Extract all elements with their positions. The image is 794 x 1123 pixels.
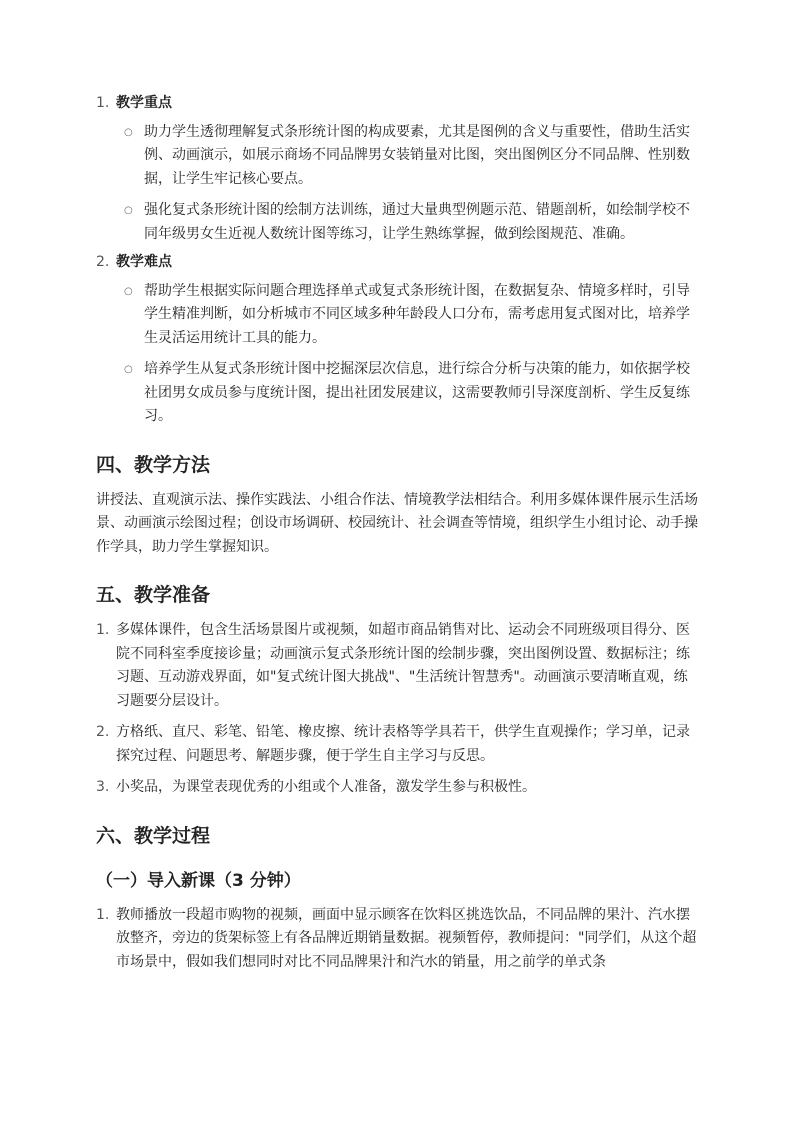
bullet-icon: ○ [124,205,133,216]
list-item [96,92,698,116]
bullet-icon: ○ [124,364,133,375]
list-item [96,776,698,800]
sub-list-item [96,280,698,351]
subsection-heading: （一）导入新课（3 分钟） [96,870,301,891]
list-number: 3. [96,779,110,795]
preparation-list [96,619,698,800]
list-number: 2. [96,254,110,270]
sub-list-text: 强化复式条形统计图的绘制方法训练，通过大量典型例题示范、错题剖析，如绘制学校不同年级男女生近视人数统计图等练习，让学生熟练掌握，做到绘图规范、准确。 [144,202,690,242]
list-item [96,904,698,975]
list-number: 1. [96,906,110,923]
sub-list-item [96,358,698,429]
sub-list-text: 帮助学生根据实际问题合理选择单式或复式条形统计图，在数据复杂、情境多样时，引导学生精准判断，如分析城市不同区域多种年龄段人口分布，需考虑用复式图对比，培养学生灵活运用统计工具的能力。 [144,282,690,346]
section-heading: 四、教学方法 [96,453,211,476]
section-heading: 五、教学准备 [96,584,211,606]
section-paragraph: 讲授法、直观演示法、操作实践法、小组合作法、情境教学法相结合。利用多媒体课件展示生活场景、动画演示绘图过程；创设市场调研、校园统计、社会调查等情境，组织学生小组讨论、动手操作学具，助力学生掌握知识。 [96,491,698,555]
list-item [96,721,698,768]
sub-list-item [96,121,698,192]
list-number: 2. [96,724,110,740]
bullet-icon: ○ [124,126,133,138]
section-heading: 六、教学过程 [96,824,211,847]
sub-list-item [96,199,698,246]
sub-list-text: 助力学生透彻理解复式条形统计图的构成要素，尤其是图例的含义与重要性，借助生活实例、动画演示，如展示商场不同品牌男女装销量对比图，突出图例区分不同品牌、性别数据，让学生牢记核心要点。 [144,123,690,187]
key-points-list [96,92,698,429]
bullet-icon: ○ [124,285,133,297]
list-text: 多媒体课件，包含生活场景图片或视频，如超市商品销售对比、运动会不同班级项目得分、医院不同科室季度接诊量；动画演示复式条形统计图的绘制步骤，突出图例设置、数据标注；练习题、互动游戏界面，如"复式统计图大挑战"、"生活统计智慧秀"。动画演示要清晰直观，练习题要分层设计。 [116,622,690,709]
list-title: 教学难点 [116,254,172,270]
list-item [96,619,698,713]
list-item [96,251,698,275]
sub-list-text: 培养学生从复式条形统计图中挖掘深层次信息，进行综合分析与决策的能力，如依据学校社团男女成员参与度统计图，提出社团发展建议，这需要教师引导深度剖析、学生反复练习。 [144,361,690,424]
list-number: 1. [96,95,110,111]
list-text: 小奖品，为课堂表现优秀的小组或个人准备，激发学生参与积极性。 [116,779,536,795]
list-number: 1. [96,622,110,638]
list-title: 教学重点 [116,95,172,111]
list-text: 方格纸、直尺、彩笔、铅笔、橡皮擦、统计表格等学具若干，供学生直观操作；学习单，记录探究过程、问题思考、解题步骤，便于学生自主学习与反思。 [116,724,690,764]
list-text: 教师播放一段超市购物的视频，画面中显示顾客在饮料区挑选饮品，不同品牌的果汁、汽水摆放整齐，旁边的货架标签上有各品牌近期销量数据。视频暂停，教师提问："同学们，从这个超市场景中，假如我们想同时对比不同品牌果汁和汽水的销量，用之前学的单式条 [116,906,697,970]
